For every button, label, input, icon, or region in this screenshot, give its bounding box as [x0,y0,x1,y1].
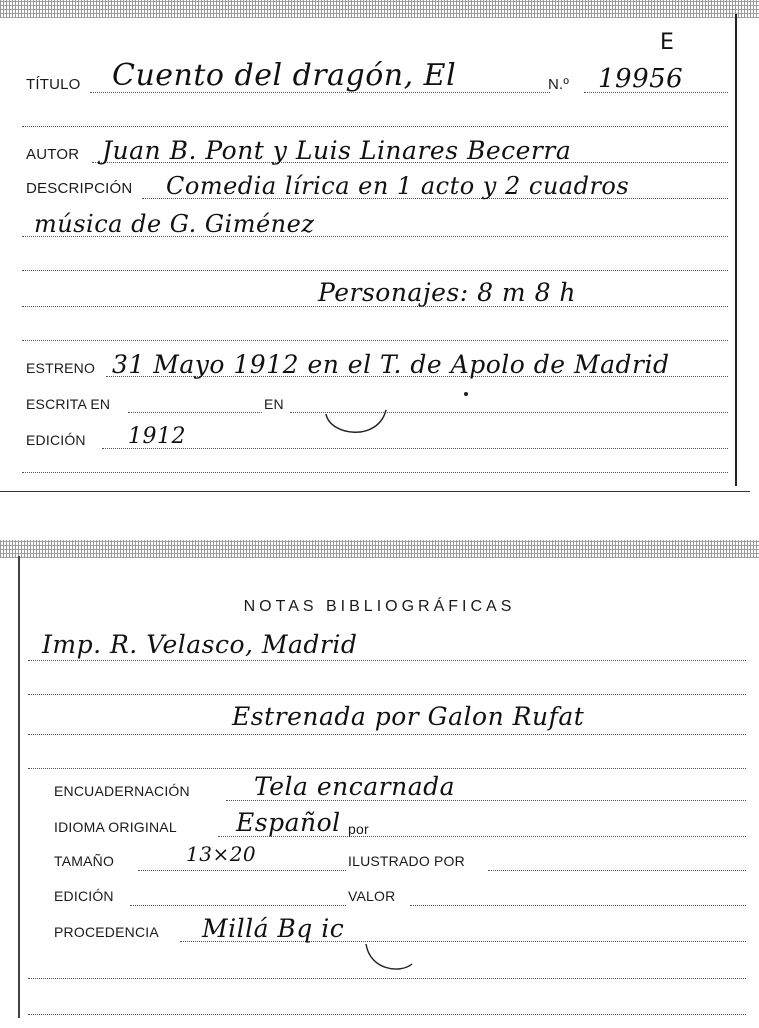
card-separator [0,491,750,492]
ink-dot [462,390,470,398]
card-edge [18,556,20,1018]
rule-notes-2 [28,694,746,695]
rule-bottom-2 [28,1014,746,1015]
catalog-card-back [0,540,759,1028]
card-edge [735,14,737,486]
rule-bottom [28,978,746,979]
rule-blank-2 [22,270,728,271]
field-edicion: 1912 [128,424,186,449]
label-edicion: EDICIÓN [54,888,114,904]
rule-tamano [138,870,346,871]
notes-title: NOTAS BIBLIOGRÁFICAS [243,598,516,615]
field-procedencia: Millá Bq ic [202,914,345,943]
field-personajes: Personajes: 8 m 8 h [318,278,577,307]
label-escrita-en: ESCRITA EN [26,396,111,412]
field-titulo: Cuento del dragón, El [112,58,457,93]
rule-notes-1 [28,660,746,661]
label-en: EN [264,396,284,412]
field-numero: 19956 [598,64,684,94]
corner-letter: E [660,30,675,55]
label-idioma-original: IDIOMA ORIGINAL [54,819,177,835]
catalog-card-front [0,0,759,492]
label-estreno: ESTRENO [26,360,96,376]
label-encuadernacion: ENCUADERNACIÓN [54,783,190,799]
label-valor: VALOR [348,888,396,904]
rule-notes-3 [28,734,746,735]
ink-mark [360,940,420,976]
label-procedencia: PROCEDENCIA [54,924,159,940]
field-estrenada: Estrenada por Galon Rufat [232,702,585,731]
label-autor: AUTOR [26,146,80,163]
label-edicion: EDICIÓN [26,432,86,448]
rule-edicion [102,448,728,449]
rule-blank-3 [22,340,728,341]
field-tamano: 13×20 [186,842,257,866]
field-imprenta: Imp. R. Velasco, Madrid [42,630,358,659]
label-titulo: TÍTULO [26,76,81,93]
scan-noise-border [0,540,759,558]
field-estreno: 31 Mayo 1912 en el T. de Apolo de Madrid [112,350,670,379]
field-descripcion-1: Comedia lírica en 1 acto y 2 cuadros [166,172,630,200]
rule-valor [410,905,746,906]
label-tamano: TAMAÑO [54,853,115,869]
rule-escrita-en [128,412,262,413]
label-por: por [348,821,369,837]
rule-edicion-back [130,905,346,906]
field-encuadernacion: Tela encarnada [254,772,456,801]
scan-noise-border [0,0,759,18]
field-idioma: Español [236,808,341,837]
field-autor: Juan B. Pont y Luis Linares Becerra [102,136,572,165]
ink-mark [322,396,392,444]
label-ilustrado-por: ILUSTRADO POR [348,853,465,869]
label-descripcion: DESCRIPCIÓN [26,180,133,197]
rule-notes-4 [28,768,746,769]
field-descripcion-2: música de G. Giménez [34,210,315,238]
rule-blank [22,126,728,127]
label-numero: N.º [548,76,570,93]
rule-bottom [22,472,728,473]
rule-ilustrado [488,870,746,871]
